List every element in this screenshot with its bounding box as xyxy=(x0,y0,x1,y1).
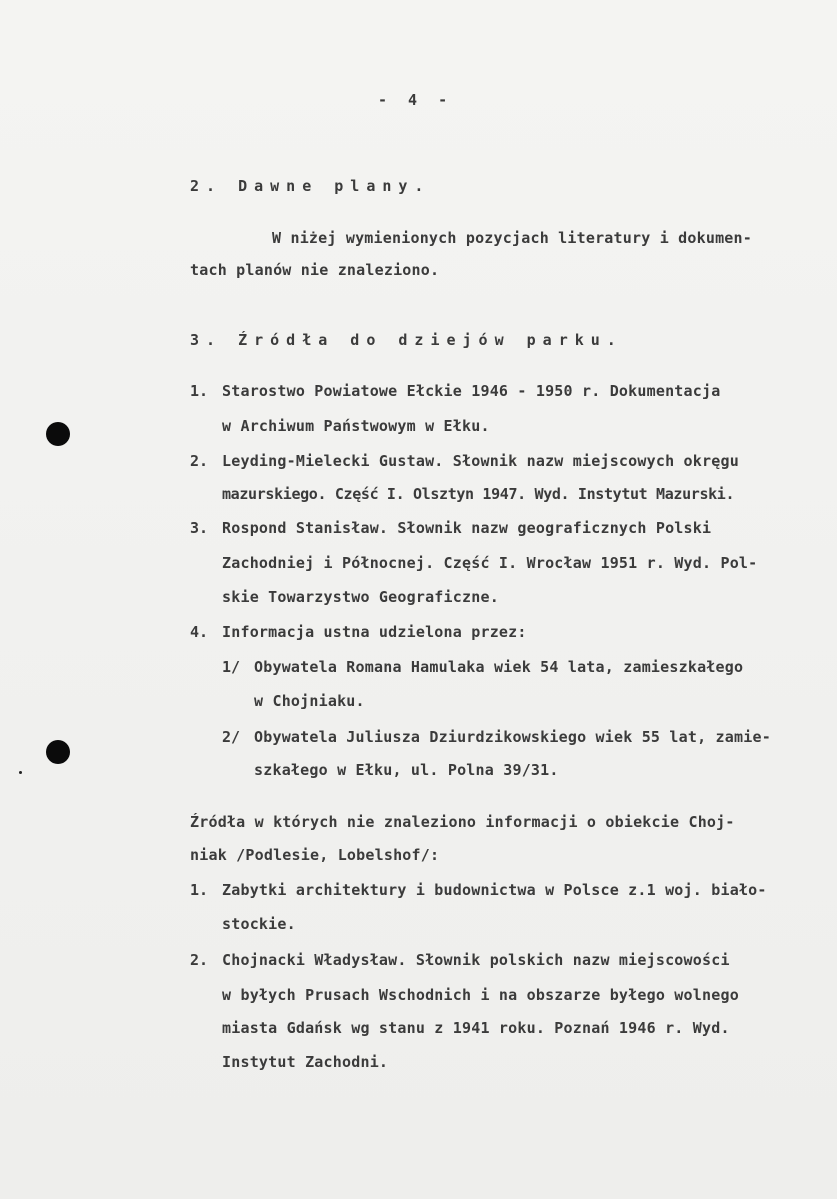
source-1-line-2: w Archiwum Państwowym w Ełku. xyxy=(222,417,490,435)
no-info-source-2-line-2: w byłych Prusach Wschodnich i na obszarze byłego wolnego xyxy=(222,986,739,1004)
punch-hole-top xyxy=(46,422,70,446)
no-info-source-2-line-1: Chojnacki Władysław. Słownik polskich nazw miejscowości xyxy=(222,951,730,969)
section-3-heading: 3. Źródła do dziejów parku. xyxy=(190,331,623,349)
source-3-line-2: Zachodniej i Północnej. Część I. Wrocław 1951 r. Wyd. Pol- xyxy=(222,554,758,572)
section-2-paragraph-line-2: tach planów nie znaleziono. xyxy=(190,261,440,279)
source-2-number: 2. xyxy=(190,452,209,470)
informant-2-line-1: Obywatela Juliusza Dziurdzikowskiego wiek 55 lat, zamie- xyxy=(254,728,771,746)
informant-2-number: 2/ xyxy=(222,728,241,746)
source-2-line-2: mazurskiego. Część I. Olsztyn 1947. Wyd. Instytut Mazurski. xyxy=(222,485,735,503)
punch-hole-bottom xyxy=(46,740,70,764)
source-4-line-1: Informacja ustna udzielona przez: xyxy=(222,623,527,641)
section-2-heading: 2. Dawne plany. xyxy=(190,177,431,195)
source-1-line-1: Starostwo Powiatowe Ełckie 1946 - 1950 r. Dokumentacja xyxy=(222,382,721,400)
source-1-number: 1. xyxy=(190,382,209,400)
no-info-source-1-number: 1. xyxy=(190,881,209,899)
informant-2-line-2: szkałego w Ełku, ul. Polna 39/31. xyxy=(254,761,559,779)
source-4-number: 4. xyxy=(190,623,209,641)
source-3-line-1: Rospond Stanisław. Słownik nazw geograficznych Polski xyxy=(222,519,712,537)
no-info-source-1-line-1: Zabytki architektury i budownictwa w Polsce z.1 woj. biało- xyxy=(222,881,767,899)
informant-1-line-1: Obywatela Romana Hamulaka wiek 54 lata, zamieszkałego xyxy=(254,658,744,676)
source-3-line-3: skie Towarzystwo Geograficzne. xyxy=(222,588,499,606)
page-number: - 4 - xyxy=(378,91,454,109)
source-3-number: 3. xyxy=(190,519,209,537)
no-info-paragraph-line-2: niak /Podlesie, Lobelshof/: xyxy=(190,846,440,864)
section-2-paragraph-line-1: W niżej wymienionych pozycjach literatury i dokumen- xyxy=(272,229,752,247)
no-info-paragraph-line-1: Źródła w których nie znaleziono informacji o obiekcie Choj- xyxy=(190,813,735,831)
informant-1-number: 1/ xyxy=(222,658,241,676)
no-info-source-1-line-2: stockie. xyxy=(222,915,296,933)
stray-mark xyxy=(19,771,22,774)
no-info-source-2-line-4: Instytut Zachodni. xyxy=(222,1053,389,1071)
source-2-line-1: Leyding-Mielecki Gustaw. Słownik nazw miejscowych okręgu xyxy=(222,452,739,470)
informant-1-line-2: w Chojniaku. xyxy=(254,692,365,710)
no-info-source-2-number: 2. xyxy=(190,951,209,969)
no-info-source-2-line-3: miasta Gdańsk wg stanu z 1941 roku. Poznań 1946 r. Wyd. xyxy=(222,1019,730,1037)
